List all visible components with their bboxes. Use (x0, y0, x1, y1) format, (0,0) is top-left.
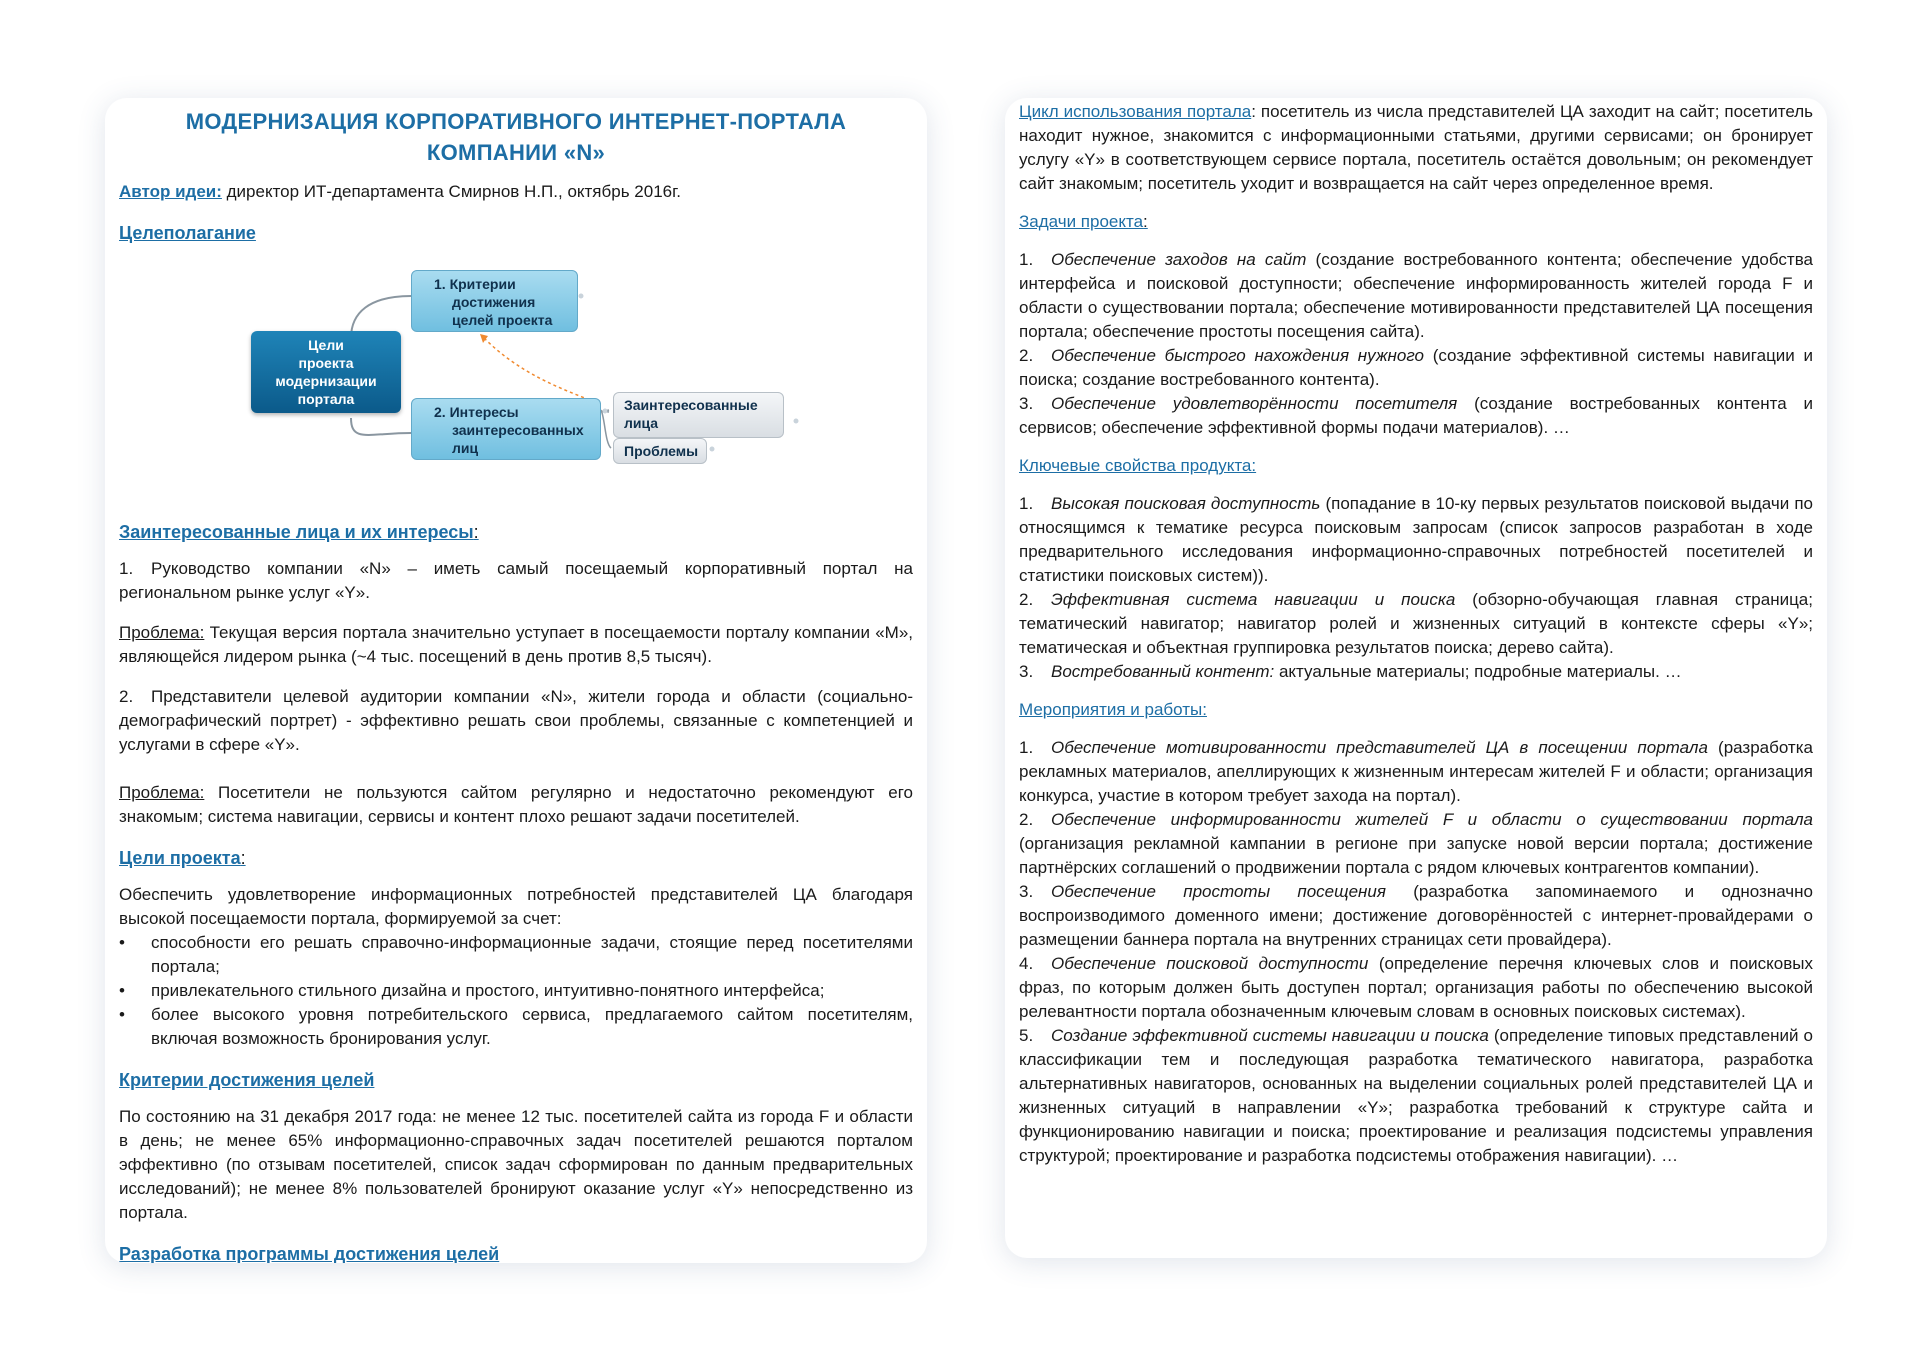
problem-2 (119, 781, 913, 829)
program-heading: Разработка программы достижения целей (119, 1244, 500, 1263)
problem-1-text: Текущая версия портала значительно уступает в посещаемости порталу компании «M», являющейся лидером рынка (~4 тыс. посещений в день против 8,5 тысяч). (119, 623, 913, 666)
property-text: (обзорно-обучающая главная страница; тематический навигатор; навигатор ролей и жизненных ситуаций в контексте сферы «Y»; тематическая и объектная группировка результатов поиска; дерево сайта). (1019, 590, 1813, 657)
task-text: (создание эффективной системы навигации и поиска; создание востребованного контента). (1019, 346, 1814, 389)
work-item (1019, 952, 1813, 1024)
node-line: Заинтересованные (624, 397, 758, 413)
center-line: Цели (308, 337, 344, 353)
goal-bullet (119, 1003, 913, 1051)
work-text: (разработка запоминаемого и однозначно воспроизводимого доменного имени; достижение договорённостей с интернет-провайдерами о размещении баннера портала на внутренних страницах сети провайдера). (1019, 882, 1813, 949)
center-line: портала (297, 391, 355, 407)
list-number: 2. (1019, 346, 1034, 365)
goal-bullet (119, 931, 913, 979)
task-title: Обеспечение удовлетворённости посетителя (1051, 394, 1458, 413)
property-text: (попадание в 10-ку первых результатов поисковой выдачи по относящимся к тематике ресурса поисковым запросам (список запросов разработан в ходе предварительного исследования информационно-справочных потребностей посетителей и статистики поисковых систем)). (1019, 494, 1814, 585)
work-text: (определение типовых представлений о классификации тем и последующая разработка тематического навигатора, разработка альтернативных навигаторов, основанных на выделении социальных ролей представителей ЦА и жизненных ситуаций в направлении «Y»; разработка требований к структуре сайта и функционированию навигации и поиска; проектирование и реализация подсистемы управления структурой; проектирование и разработка подсистемы отображения навигации). … (1019, 1026, 1813, 1165)
goals-intro: Обеспечить удовлетворение информационных потребностей представителей ЦА благодаря высокой посещаемости портала, формируемой за счет: (119, 885, 913, 928)
goal-bullet (119, 979, 913, 1003)
stakeholders-heading (119, 519, 913, 545)
bullet-icon: • (119, 933, 125, 952)
work-text: (определение перечня ключевых слов и поисковых фраз, по которым должен быть доступен портал; организация работы по обеспечению высокой релевантности портала обозначенным ключевым словам в основных поисковых системах). (1019, 954, 1813, 1021)
stakeholder-1 (119, 557, 913, 605)
tasks-heading (1019, 210, 1813, 234)
stakeholders-heading-text: Заинтересованные лица и их интересы (119, 522, 474, 542)
node-line: 1. Критерии (434, 276, 516, 292)
task-title: Обеспечение быстрого нахождения нужного (1051, 346, 1424, 365)
usage-cycle-label: Цикл использования портала (1019, 102, 1252, 121)
task-text: (создание востребованных контента и сервисов; обеспечение эффективной формы подачи материалов). … (1019, 394, 1813, 437)
title-line-2: КОМПАНИИ «N» (426, 140, 606, 165)
node-line: лица (624, 415, 659, 431)
work-title: Создание эффективной системы навигации и поиска (1051, 1026, 1489, 1045)
center-line: проекта (298, 355, 354, 371)
goals-mindmap (119, 258, 913, 503)
bullet-icon: • (119, 1005, 125, 1024)
title-line-1: МОДЕРНИЗАЦИЯ КОРПОРАТИВНОГО ИНТЕРНЕТ-ПОРТАЛА (185, 109, 847, 134)
list-number: 1. (119, 559, 134, 578)
work-title: Обеспечение поисковой доступности (1051, 954, 1369, 973)
list-number: 3. (1019, 662, 1034, 681)
tasks-heading-text: Задачи проекта (1019, 212, 1144, 231)
node-line: 2. Интересы (434, 404, 519, 420)
node-line: целей проекта (452, 312, 553, 328)
goal-bullet-text: привлекательного стильного дизайна и простого, интуитивно-понятного интерфейса; (151, 981, 825, 1000)
node-line: Проблемы (624, 443, 699, 459)
problem-2-text: Посетители не пользуются сайтом регулярно и недостаточно рекомендуют его знакомым; система навигации, сервисы и контент плохо решают задачи посетителей. (119, 783, 913, 826)
work-item (1019, 736, 1813, 808)
property-title: Эффективная система навигации и поиска (1051, 590, 1456, 609)
property-item (1019, 492, 1813, 588)
list-number: 5. (1019, 1026, 1034, 1045)
property-title: Востребованный контент: (1051, 662, 1275, 681)
goal-bullet-text: более высокого уровня потребительского сервиса, предлагаемого сайтом посетителям, включая возможность бронирования услуг. (151, 1005, 913, 1048)
task-title: Обеспечение заходов на сайт (1051, 250, 1307, 269)
property-item (1019, 588, 1813, 660)
node-line: лиц (452, 440, 479, 456)
node-line: заинтересованных (452, 422, 584, 438)
project-goals-heading-text: Цели проекта (119, 848, 241, 868)
property-text: актуальные материалы; подробные материалы. … (1274, 662, 1682, 681)
product-properties-heading: Ключевые свойства продукта: (1019, 456, 1257, 475)
mindmap-center-node (251, 331, 401, 413)
heading-colon: : (240, 848, 246, 868)
list-number: 2. (1019, 590, 1034, 609)
list-number: 3. (1019, 882, 1034, 901)
work-title: Обеспечение информированности жителей F и области о существовании портала (1051, 810, 1813, 829)
goal-bullet-text: способности его решать справочно-информационные задачи, стоящие перед посетителями портала; (151, 933, 913, 976)
property-item (1019, 660, 1813, 684)
document-page-right (1005, 98, 1827, 1258)
problem-1 (119, 621, 913, 669)
problem-2-label: Проблема: (119, 783, 205, 802)
document-title (139, 106, 893, 168)
property-title: Высокая поисковая доступность (1051, 494, 1321, 513)
problem-1-label: Проблема: (119, 623, 205, 642)
works-heading: Мероприятия и работы: (1019, 700, 1207, 719)
task-item (1019, 392, 1813, 440)
work-title: Обеспечение мотивированности представителей ЦА в посещении портала (1051, 738, 1708, 757)
author-line (119, 180, 913, 204)
task-item (1019, 248, 1813, 344)
list-number: 3. (1019, 394, 1034, 413)
heading-colon: : (1143, 212, 1148, 231)
author-label: Автор идеи: (119, 182, 222, 201)
work-item (1019, 880, 1813, 952)
list-number: 2. (1019, 810, 1034, 829)
stakeholder-2 (119, 685, 913, 757)
work-text: (разработка рекламных материалов, апеллирующих к жизненным интересам жителей F и области; организация конкурса, участие в котором требует захода на портал). (1019, 738, 1813, 805)
usage-cycle (1019, 100, 1813, 196)
project-goals-heading (119, 845, 913, 871)
usage-cycle-text: : посетитель из числа представителей ЦА заходит на сайт; посетитель находит нужное, знакомится с информационными статьями, другими сервисами; он бронирует услугу «Y» в соответствующем сервисе портала, посетитель остаётся довольным; он рекомендует сайт знакомым; посетитель уходит и возвращается на сайт через определенное время. (1019, 102, 1813, 193)
document-page-left (105, 98, 927, 1263)
list-number: 4. (1019, 954, 1034, 973)
task-item (1019, 344, 1813, 392)
heading-colon: : (473, 522, 479, 542)
stakeholder-2-text: Представители целевой аудитории компании «N», жители города и области (социально-демографический портрет) - эффективно решать свои проблемы, связанные с компетенцией и услугами в сфере «Y». (119, 687, 913, 754)
task-text: (создание востребованного контента; обеспечение удобства интерфейса и поисковой доступности; обеспечение информированность жителей города F и области о существовании портала; обеспечение мотивированности представителей ЦА посещения портала; обеспечение простоты посещения сайта). (1019, 250, 1813, 341)
mindmap-node-interests (411, 398, 601, 460)
list-number: 1. (1019, 738, 1034, 757)
list-number: 1. (1019, 494, 1034, 513)
mindmap-node-stakeholders (613, 392, 784, 438)
work-item (1019, 808, 1813, 880)
mindmap-node-criteria (411, 270, 578, 332)
work-item (1019, 1024, 1813, 1168)
list-number: 2. (119, 687, 134, 706)
work-text: (организация рекламной кампании в регионе при запуске новой версии портала; достижение партнёрских соглашений о продвижении портала с рядом ключевых контрагентов компании). (1019, 834, 1813, 877)
list-number: 1. (1019, 250, 1034, 269)
center-line: модернизации (275, 373, 377, 389)
author-text: директор ИТ-департамента Смирнов Н.П., октябрь 2016г. (221, 182, 681, 201)
goal-setting-heading: Целеполагание (119, 223, 256, 243)
stakeholder-1-text: Руководство компании «N» – иметь самый посещаемый корпоративный портал на региональном рынке услуг «Y». (119, 559, 913, 602)
bullet-icon: • (119, 981, 125, 1000)
criteria-heading: Критерии достижения целей (119, 1070, 375, 1090)
node-line: достижения (452, 294, 536, 310)
criteria-text: По состоянию на 31 декабря 2017 года: не менее 12 тыс. посетителей сайта из города F и области в день; не менее 65% информационно-справочных задач посетителей решаются порталом эффективно (по отзывам посетителей, список задач сформирован по данным предварительных исследований); не менее 8% пользователей бронируют оказание услуг «Y» непосредственно из портала. (119, 1107, 913, 1222)
mindmap-node-problems (613, 438, 707, 464)
work-title: Обеспечение простоты посещения (1051, 882, 1386, 901)
